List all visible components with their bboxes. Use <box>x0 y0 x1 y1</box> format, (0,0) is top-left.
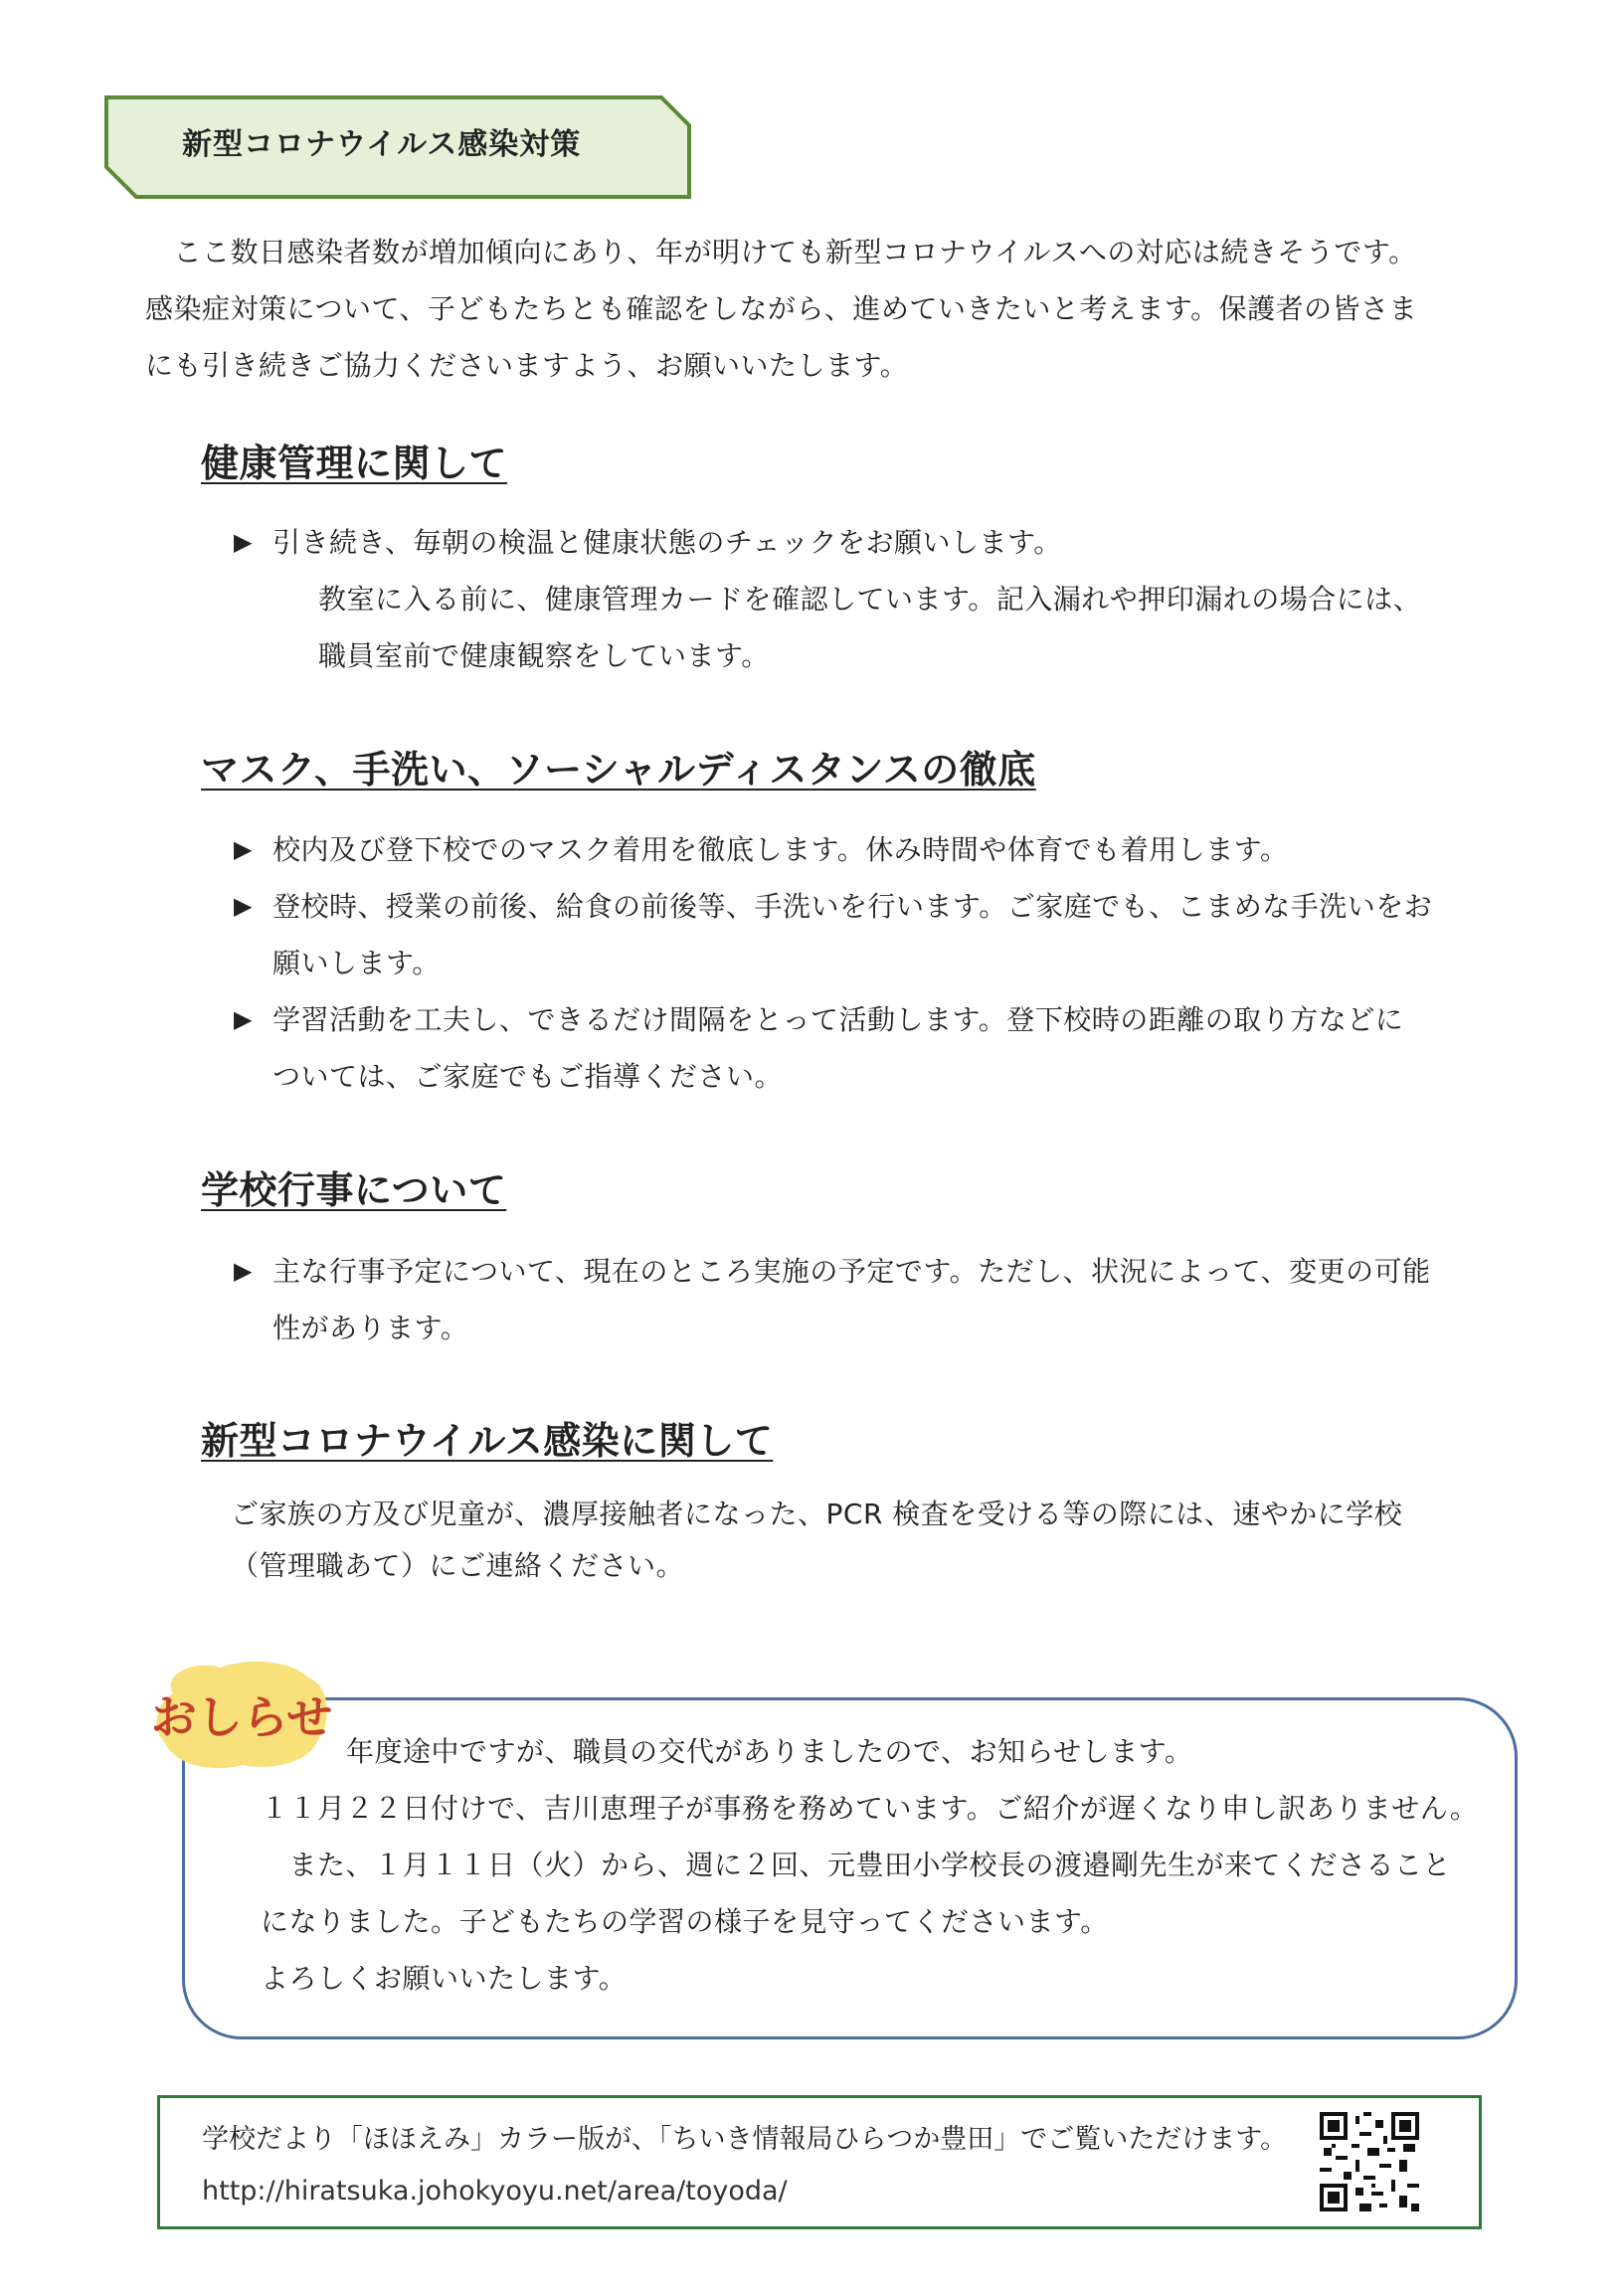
events-line-2: 性があります。 <box>272 1312 469 1344</box>
heading-mask: マスク、手洗い、ソーシャルディスタンスの徹底 <box>201 748 1036 792</box>
notice-badge-icon <box>151 1656 332 1773</box>
events-line-1: 主な行事予定について、現在のところ実施の予定です。ただし、状況によって、変更の可能 <box>272 1255 1431 1288</box>
bullet-icon: ▶ <box>234 1005 253 1033</box>
intro-line-1: ここ数日感染者数が増加傾向にあり、年が明けても新型コロナウイルスへの対応は続きそうです。 <box>145 236 1417 268</box>
bullet-icon: ▶ <box>234 528 253 556</box>
heading-health: 健康管理に関して <box>201 441 508 485</box>
mask-item-3-line-1: 学習活動を工夫し、できるだけ間隔をとって活動します。登下校時の距離の取り方などに <box>272 1003 1404 1036</box>
health-sub-line-2: 職員室前で健康観察をしています。 <box>318 639 770 672</box>
bullet-icon: ▶ <box>234 1257 253 1285</box>
intro-line-2: 感染症対策について、子どもたちとも確認をしながら、進めていきたいと考えます。保護者の皆さま <box>145 292 1418 325</box>
title-tab-label: 新型コロナウイルス感染対策 <box>182 127 582 162</box>
heading-infection: 新型コロナウイルス感染に関して <box>201 1419 774 1463</box>
notice-line-2: １１月２２日付けで、吉川恵理子が事務を務めています。ご紹介が遅くなり申し訳ありません。 <box>261 1792 1479 1825</box>
notice-line-4: になりました。子どもたちの学習の様子を見守ってくださいます。 <box>261 1905 1109 1938</box>
qr-code-icon[interactable] <box>1320 2112 1419 2211</box>
health-sub-line-1: 教室に入る前に、健康管理カードを確認しています。記入漏れや押印漏れの場合には、 <box>318 583 1422 616</box>
notice-line-1: 年度途中ですが、職員の交代がありましたので、お知らせします。 <box>346 1735 1193 1768</box>
heading-events: 学校行事について <box>201 1168 507 1212</box>
mask-item-1-line-1: 校内及び登下校でのマスク着用を徹底します。休み時間や体育でも着用します。 <box>272 833 1289 866</box>
notice-line-5: よろしくお願いいたします。 <box>261 1962 628 1995</box>
footer-box <box>157 2095 1482 2229</box>
footer-url-link[interactable]: http://hiratsuka.johokyoyu.net/area/toyoda/ <box>202 2176 788 2207</box>
bullet-icon: ▶ <box>234 892 253 920</box>
bullet-icon: ▶ <box>234 835 253 863</box>
infection-line-1: ご家族の方及び児童が、濃厚接触者になった、PCR 検査を受ける等の際には、速やかに学校 <box>231 1498 1403 1530</box>
footer-text: 学校だより「ほほえみ」カラー版が、「ちいき情報局ひらつか豊田」でご覧いただけます。 <box>202 2124 1288 2155</box>
section-title-tab <box>104 95 691 199</box>
health-bullet-text: 引き続き、毎朝の検温と健康状態のチェックをお願いします。 <box>272 526 1062 559</box>
mask-item-2-line-2: 願いします。 <box>272 947 441 979</box>
intro-line-3: にも引き続きご協力くださいますよう、お願いいたします。 <box>145 349 909 382</box>
infection-line-2: （管理職あて）にご連絡ください。 <box>231 1549 685 1582</box>
notice-line-3: また、１月１１日（火）から、週に２回、元豊田小学校長の渡邉剛先生が来てくださること <box>261 1849 1452 1881</box>
mask-item-3-line-2: ついては、ご家庭でもご指導ください。 <box>272 1060 784 1093</box>
mask-item-2-line-1: 登校時、授業の前後、給食の前後等、手洗いを行います。ご家庭でも、こまめな手洗いをお <box>272 890 1433 923</box>
notice-badge-label: おしらせ <box>151 1690 332 1744</box>
